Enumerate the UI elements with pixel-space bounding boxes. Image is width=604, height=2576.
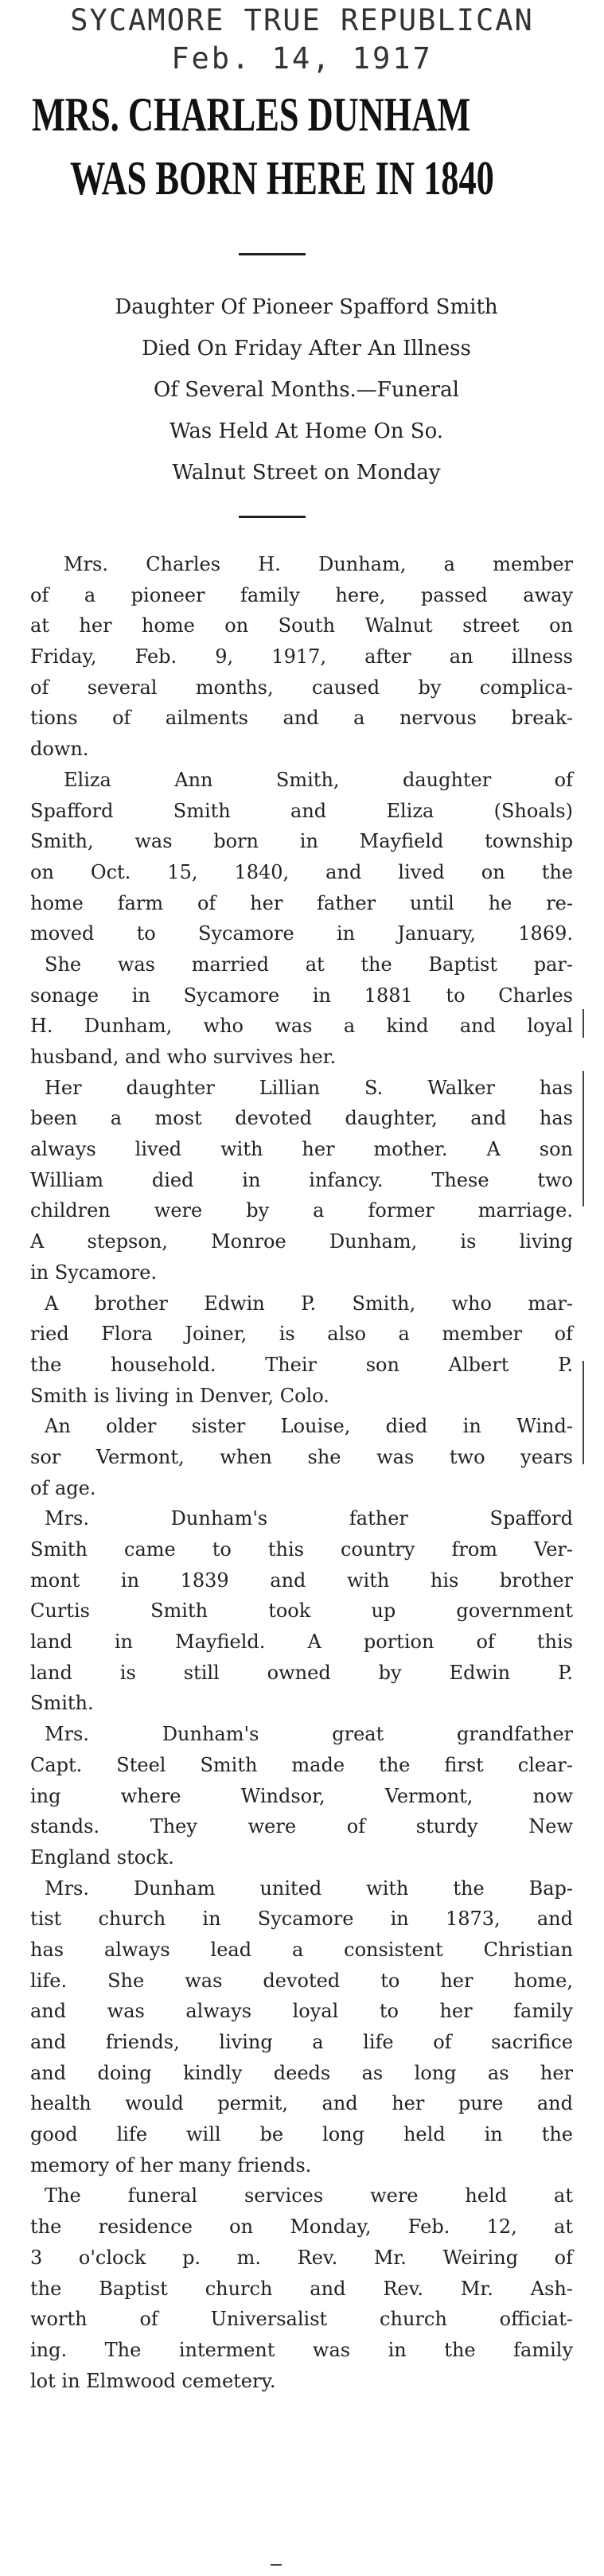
body-line: of a pioneer family here, passed away xyxy=(30,583,573,606)
body-line: A stepson, Monroe Dunham, is living xyxy=(30,1230,573,1253)
body-line: home farm of her father until he re- xyxy=(30,891,573,914)
body-line: health would permit, and her pure and xyxy=(30,2092,573,2115)
body-line: William died in infancy. These two xyxy=(30,1168,573,1191)
subhead-line: Of Several Months.—Funeral xyxy=(154,378,459,402)
body-line: A brother Edwin P. Smith, who mar- xyxy=(45,1292,573,1315)
body-line: Spafford Smith and Eliza (Shoals) xyxy=(30,799,573,822)
article-body xyxy=(30,549,573,2396)
body-line: Smith is living in Denver, Colo. xyxy=(30,1384,329,1407)
body-line: on Oct. 15, 1840, and lived on the xyxy=(30,860,573,883)
body-line: England stock. xyxy=(30,1845,174,1869)
body-line: life. She was devoted to her home, xyxy=(30,1969,573,1992)
body-line: Mrs. Charles H. Dunham, a member xyxy=(64,553,573,575)
body-line: children were by a former marriage. xyxy=(30,1199,573,1222)
body-line: ried Flora Joiner, is also a member of xyxy=(30,1323,573,1346)
subhead-line: Daughter Of Pioneer Spafford Smith xyxy=(115,295,498,319)
body-line: An older sister Louise, died in Wind- xyxy=(45,1415,573,1438)
body-line: Curtis Smith took up government xyxy=(30,1600,573,1623)
body-line: good life will be long held in the xyxy=(30,2123,573,2146)
body-line: husband, and who survives her. xyxy=(30,1046,337,1068)
body-line: tions of ailments and a nervous break- xyxy=(30,707,573,730)
body-line: sonage in Sycamore in 1881 to Charles xyxy=(30,984,573,1007)
publication-date: Feb. 14, 1917 xyxy=(171,41,433,76)
body-line: sor Vermont, when she was two years xyxy=(30,1445,573,1468)
body-line: Mrs. Dunham's father Spafford xyxy=(45,1507,573,1530)
body-line: always lived with her mother. A son xyxy=(30,1138,573,1161)
body-line: Mrs. Dunham united with the Bap- xyxy=(45,1876,573,1900)
body-line: Smith, was born in Mayfield township xyxy=(30,830,573,853)
body-line: Friday, Feb. 9, 1917, after an illness xyxy=(30,645,573,668)
body-line: ing where Windsor, Vermont, now xyxy=(30,1784,573,1807)
body-line: in Sycamore. xyxy=(30,1261,158,1284)
newspaper-name: SYCAMORE TRUE REPUBLICAN xyxy=(70,3,534,37)
body-line: land in Mayfield. A portion of this xyxy=(30,1631,573,1654)
body-line: 3 o'clock p. m. Rev. Mr. Weiring of xyxy=(30,2246,573,2269)
body-line: the Baptist church and Rev. Mr. Ash- xyxy=(30,2277,573,2300)
subheadline xyxy=(48,286,565,493)
body-line: Her daughter Lillian S. Walker has xyxy=(45,1076,573,1099)
body-line: moved to Sycamore in January, 1869. xyxy=(30,922,573,945)
body-line: Mrs. Dunham's great grandfather xyxy=(45,1723,573,1746)
body-line: She was married at the Baptist par- xyxy=(45,953,573,976)
body-line: of several months, caused by complica- xyxy=(30,676,573,699)
body-line: Smith came to this country from Ver- xyxy=(30,1538,573,1561)
body-line: worth of Universalist church officiat- xyxy=(30,2308,573,2331)
headline-line-2: WAS BORN HERE IN 1840 xyxy=(70,152,494,205)
body-line: Smith. xyxy=(30,1692,94,1715)
subhead-line: Was Held At Home On So. xyxy=(169,419,444,443)
body-line: the household. Their son Albert P. xyxy=(30,1353,573,1376)
column-edge-mark xyxy=(583,1071,584,1206)
body-line: been a most devoted daughter, and has xyxy=(30,1107,573,1130)
body-line: The funeral services were held at xyxy=(45,2184,573,2208)
body-line: tist church in Sycamore in 1873, and xyxy=(30,1908,573,1931)
column-edge-mark xyxy=(583,1009,584,1038)
body-line: has always lead a consistent Christian xyxy=(30,1938,573,1961)
column-edge-mark xyxy=(583,1361,584,1464)
body-line: and friends, living a life of sacrifice xyxy=(30,2031,573,2053)
subhead-line: Walnut Street on Monday xyxy=(172,461,441,485)
body-line: of age. xyxy=(30,1476,96,1499)
body-line: memory of her many friends. xyxy=(30,2153,312,2177)
body-line: down. xyxy=(30,738,89,761)
body-line: H. Dunham, who was a kind and loyal xyxy=(30,1015,573,1038)
body-line: mont in 1839 and with his brother xyxy=(30,1569,573,1592)
body-line: stands. They were of sturdy New xyxy=(30,1815,573,1838)
body-line: land is still owned by Edwin P. xyxy=(30,1661,573,1684)
divider-rule xyxy=(239,516,306,518)
body-line: and was always loyal to her family xyxy=(30,2000,573,2023)
body-line: and doing kindly deeds as long as her xyxy=(30,2061,573,2084)
divider-rule xyxy=(239,253,306,255)
body-line: at her home on South Walnut street on xyxy=(30,614,573,637)
body-line: Eliza Ann Smith, daughter of xyxy=(64,768,573,791)
body-line: Capt. Steel Smith made the first clear- xyxy=(30,1753,573,1776)
subhead-line: Died On Friday After An Illness xyxy=(142,337,471,360)
body-line: ing. The interment was in the family xyxy=(30,2338,573,2361)
body-line: lot in Elmwood cemetery. xyxy=(30,2369,276,2392)
body-line: the residence on Monday, Feb. 12, at xyxy=(30,2216,573,2239)
end-mark xyxy=(271,2564,282,2566)
headline-line-1: MRS. CHARLES DUNHAM xyxy=(32,88,471,141)
